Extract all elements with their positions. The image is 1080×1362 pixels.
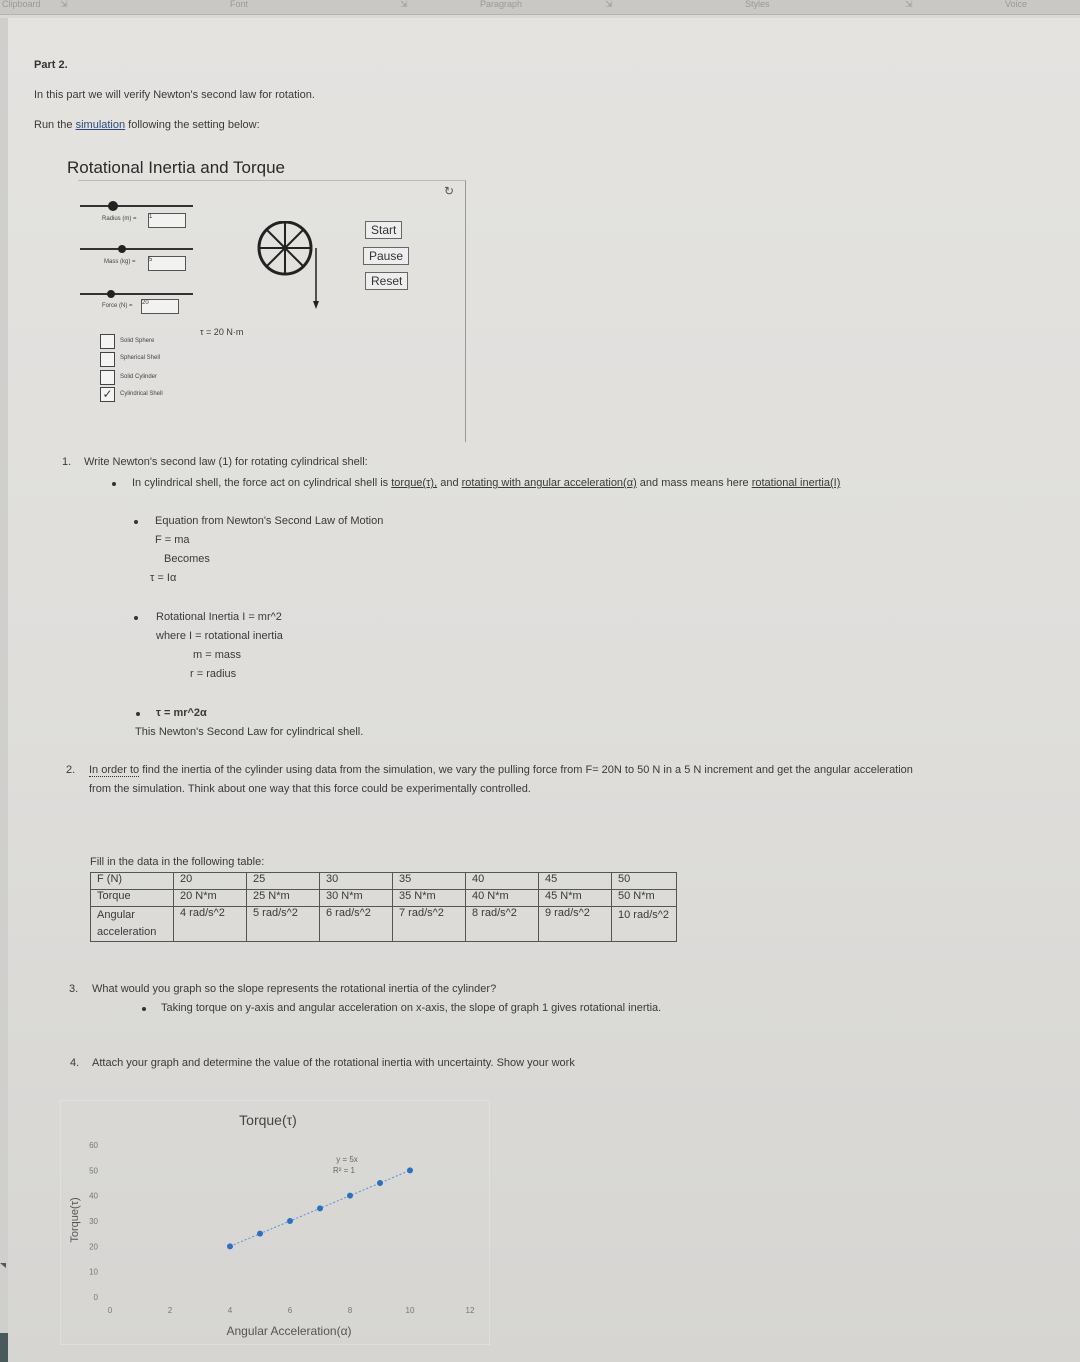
- q1-b4-line1: This Newton's Second Law for cylindrical shell.: [135, 726, 364, 738]
- table-cell: 20: [174, 873, 247, 890]
- q1-b3-line3: r = radius: [190, 668, 237, 680]
- table-cell: 45: [539, 873, 612, 890]
- x-tick-label: 12: [465, 1306, 475, 1315]
- table-cell: 9 rad/s^2: [539, 907, 612, 942]
- table-row: [91, 907, 677, 942]
- table-cell: 25: [247, 873, 320, 890]
- run-instruction: [34, 119, 260, 131]
- dialog-launcher-icon[interactable]: ⇲: [400, 0, 408, 9]
- data-point: [257, 1231, 263, 1237]
- q2-link: In order to: [89, 764, 140, 776]
- trendline-r2: R² = 1: [332, 1166, 356, 1175]
- ribbon-group-font[interactable]: Font: [230, 0, 249, 9]
- chart-ticks: [89, 1141, 475, 1315]
- x-tick-label: 6: [287, 1306, 293, 1315]
- run-prefix: Run the: [34, 119, 76, 131]
- table-row: [91, 890, 677, 907]
- q4-text: Attach your graph and determine the value of the rotational inertia with uncertainty. Show your work: [92, 1057, 575, 1069]
- solid-sphere-label: Solid Sphere: [120, 338, 155, 344]
- force-label: Force (N) =: [102, 303, 133, 309]
- q1-b1-link2: rotating with angular acceleration(α): [461, 477, 637, 489]
- simulation-title: Rotational Inertia and Torque: [67, 158, 286, 177]
- radius-label: Radius (m) =: [102, 216, 137, 222]
- rotating-wheel-icon: [256, 221, 326, 311]
- y-tick-label: 40: [89, 1191, 98, 1201]
- table-cell: 25 N*m: [247, 890, 320, 907]
- table-cell: 35: [393, 873, 466, 890]
- y-tick-label: 20: [89, 1242, 98, 1252]
- mass-slider-handle[interactable]: [118, 245, 126, 253]
- q1-b3-line2: m = mass: [193, 649, 241, 661]
- table-cell: 7 rad/s^2: [393, 907, 466, 942]
- left-ruler: [0, 18, 8, 1362]
- table-cell: 35 N*m: [393, 890, 466, 907]
- run-suffix: following the setting below:: [125, 119, 260, 131]
- q1-b1-prefix: In cylindrical shell, the force act on cylindrical shell is: [132, 477, 392, 489]
- trendline-equation: y = 5x: [336, 1155, 358, 1164]
- taskbar-edge: [0, 1333, 8, 1362]
- solid-sphere-checkbox[interactable]: [100, 334, 115, 349]
- spherical-shell-label: Spherical Shell: [120, 355, 161, 361]
- pause-button[interactable]: Pause: [363, 247, 409, 265]
- q1-b3-title: Rotational Inertia I = mr^2: [156, 611, 282, 623]
- dialog-launcher-icon[interactable]: ⇲: [60, 0, 68, 9]
- table-caption: Fill in the data in the following table:: [90, 856, 265, 868]
- table-cell: 8 rad/s^2: [466, 907, 539, 942]
- simulation-link[interactable]: simulation: [75, 119, 126, 131]
- q2-number: 2.: [66, 764, 76, 776]
- dialog-launcher-icon[interactable]: ⇲: [605, 0, 613, 9]
- data-point: [377, 1180, 383, 1186]
- table-cell: 5 rad/s^2: [247, 907, 320, 942]
- q2-line1: [89, 764, 913, 776]
- ribbon-group-styles[interactable]: Styles: [745, 0, 770, 9]
- ribbon-group-clipboard[interactable]: Clipboard: [2, 0, 41, 9]
- mass-slider-track[interactable]: [80, 248, 193, 250]
- q1-b4-title: τ = mr^2α: [156, 707, 207, 719]
- q4-number: 4.: [70, 1057, 80, 1069]
- ribbon-group-voice[interactable]: Voice: [1005, 0, 1028, 9]
- q3-text: What would you graph so the slope represents the rotational inertia of the cylinder?: [92, 983, 497, 995]
- table-cell: 4 rad/s^2: [174, 907, 247, 942]
- reset-button[interactable]: Reset: [365, 272, 408, 290]
- y-tick-label: 0: [93, 1293, 98, 1302]
- data-point: [317, 1205, 323, 1211]
- q1-b2-title: Equation from Newton's Second Law of Motion: [155, 515, 384, 527]
- force-slider-handle[interactable]: [107, 290, 115, 298]
- solid-cylinder-label: Solid Cylinder: [120, 374, 158, 380]
- q2-text1: find the inertia of the cylinder using data from the simulation, we vary the pulling force from F= 20N to 50 N in a 5 N increment and get the angular acceleration: [139, 764, 913, 776]
- table-cell: 40 N*m: [466, 890, 539, 907]
- q1-b2-line3: τ = Iα: [150, 572, 177, 584]
- bullet-icon: [142, 1007, 146, 1011]
- table-cell: 50 N*m: [612, 890, 677, 907]
- y-tick-label: 50: [89, 1166, 98, 1176]
- spherical-shell-checkbox[interactable]: [100, 352, 115, 367]
- mass-label: Mass (kg) =: [104, 259, 136, 265]
- word-ribbon-bar: [0, 0, 1080, 15]
- simulation-panel: [78, 180, 466, 442]
- q1-b2-line2: Becomes: [164, 553, 210, 565]
- x-tick-label: 0: [107, 1306, 113, 1315]
- bullet-icon: [134, 616, 138, 620]
- q1-text: Write Newton's second law (1) for rotating cylindrical shell:: [84, 456, 368, 468]
- data-point: [227, 1243, 233, 1249]
- x-tick-label: 10: [405, 1306, 415, 1315]
- q1-b1-link3: rotational inertia(I): [751, 477, 841, 489]
- chart-x-axis-label: Angular Acceleration(α): [226, 1324, 352, 1338]
- ribbon-group-paragraph[interactable]: Paragraph: [480, 0, 523, 9]
- table-row: [91, 873, 677, 890]
- q1-b1-link1: torque(τ),: [391, 477, 438, 489]
- q2-line2: from the simulation. Think about one way that this force could be experimentally controlled.: [89, 783, 531, 795]
- row-header-force: F (N): [91, 873, 174, 890]
- q1-b1-mid: and: [437, 477, 462, 489]
- bullet-icon: [134, 520, 138, 524]
- table-cell: 30: [320, 873, 393, 890]
- table-cell: 10 rad/s^2: [612, 907, 677, 942]
- refresh-icon[interactable]: ↻: [444, 184, 455, 198]
- q3-number: 3.: [69, 983, 79, 995]
- indent-marker-icon[interactable]: [0, 1263, 6, 1268]
- chart-title: Torque(τ): [239, 1112, 297, 1128]
- q1-number: 1.: [62, 456, 72, 468]
- force-slider-track[interactable]: [80, 293, 193, 295]
- data-point: [347, 1193, 353, 1199]
- data-point: [407, 1167, 413, 1173]
- mass-input[interactable]: 5: [148, 256, 186, 271]
- row-header-accel: Angular acceleration: [91, 907, 174, 942]
- start-button[interactable]: Start: [365, 221, 402, 239]
- table-cell: 30 N*m: [320, 890, 393, 907]
- y-tick-label: 60: [89, 1141, 98, 1150]
- solid-cylinder-checkbox[interactable]: [100, 370, 115, 385]
- radius-input[interactable]: 1: [148, 213, 186, 228]
- radius-slider-track[interactable]: [80, 205, 193, 207]
- x-tick-label: 8: [347, 1306, 353, 1315]
- data-point: [287, 1218, 293, 1224]
- cylindrical-shell-checkbox[interactable]: ✓: [100, 387, 115, 402]
- q3-bullet: Taking torque on y-axis and angular acceleration on x-axis, the slope of graph 1 gives rotational inertia.: [161, 1002, 662, 1014]
- row-header-torque: Torque: [91, 890, 174, 907]
- table-cell: 50: [612, 873, 677, 890]
- q1-bullet1: [132, 477, 840, 489]
- q1-b3-line1: where I = rotational inertia: [156, 630, 283, 642]
- y-tick-label: 10: [89, 1267, 98, 1277]
- chart-frame: [60, 1100, 490, 1345]
- x-tick-label: 4: [227, 1306, 233, 1315]
- x-tick-label: 2: [167, 1306, 173, 1315]
- data-table: [90, 872, 677, 942]
- table-cell: 45 N*m: [539, 890, 612, 907]
- y-tick-label: 30: [89, 1217, 98, 1226]
- radius-slider-handle[interactable]: [108, 201, 118, 211]
- table-cell: 6 rad/s^2: [320, 907, 393, 942]
- q1-b2-line1: F = ma: [155, 534, 190, 546]
- force-input[interactable]: 20: [141, 299, 179, 314]
- q1-b1-mid2: and mass means here: [636, 477, 752, 489]
- bullet-icon: [136, 712, 140, 716]
- table-cell: 20 N*m: [174, 890, 247, 907]
- cylindrical-shell-label: Cylindrical Shell: [120, 391, 163, 397]
- part-title: Part 2.: [34, 59, 68, 71]
- dialog-launcher-icon[interactable]: ⇲: [905, 0, 913, 9]
- table-cell: 40: [466, 873, 539, 890]
- torque-chart: [60, 1100, 490, 1345]
- chart-y-axis-label: Torque(τ): [69, 1197, 81, 1243]
- intro-text: In this part we will verify Newton's second law for rotation.: [34, 89, 315, 101]
- chart-plot-area: [227, 1167, 413, 1249]
- torque-readout: τ = 20 N·m: [200, 327, 244, 337]
- bullet-icon: [112, 482, 116, 486]
